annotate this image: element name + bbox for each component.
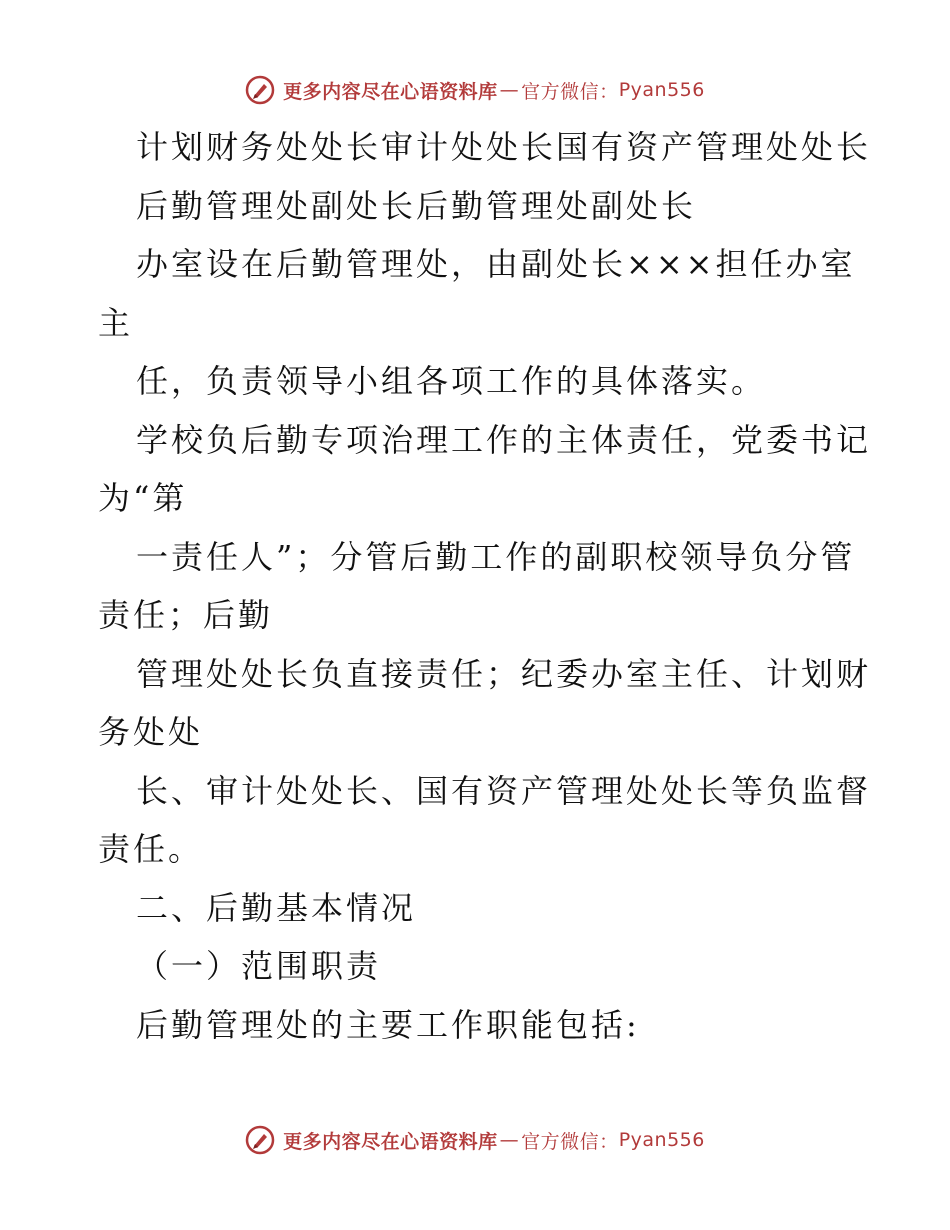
footer-watermark xyxy=(0,1120,950,1160)
text-line: 一责任人”；分管后勤工作的副职校领导负分管 xyxy=(136,537,856,576)
text-line: 后勤管理处副处长后勤管理处副处长 xyxy=(136,186,697,225)
watermark-official-label: 官方微信： xyxy=(521,1130,619,1153)
text-line: 后勤管理处的主要工作职能包括: xyxy=(136,1005,640,1044)
watermark-text: 更多内容尽在心语资料库 xyxy=(283,80,498,103)
watermark-official-label: 官方微信： xyxy=(521,80,619,103)
header-watermark xyxy=(0,70,950,110)
text-line: 责任；后勤 xyxy=(98,596,274,634)
text-line: 任，负责领导小组各项工作的具体落实。 xyxy=(136,362,767,400)
text-line: 学校负后勤专项治理工作的主体责任，党委书记 xyxy=(136,420,872,459)
text-line: 办室设在后勤管理处，由副处长×××担任办室 xyxy=(136,245,856,283)
pen-logo-icon xyxy=(245,75,275,105)
pen-logo-icon xyxy=(245,1125,275,1155)
text-line: （一）范围职责 xyxy=(136,947,382,985)
text-line: 为“第 xyxy=(98,479,188,517)
text-line: 责任。 xyxy=(98,830,204,868)
text-line: 二、后勤基本情况 xyxy=(136,888,417,927)
watermark-wechat-id: Pyan556 xyxy=(618,1129,705,1151)
watermark-separator: — xyxy=(499,1129,520,1151)
text-line: 计划财务处处长审计处处长国有资产管理处处长 xyxy=(136,128,872,166)
watermark-text: 更多内容尽在心语资料库 xyxy=(283,1130,498,1153)
text-line: 主 xyxy=(98,303,134,342)
document-body xyxy=(98,118,872,1054)
text-line: 务处处 xyxy=(98,713,204,751)
text-line: 长、审计处处长、国有资产管理处处长等负监督 xyxy=(136,771,872,810)
watermark-wechat-id: Pyan556 xyxy=(618,79,705,101)
watermark-separator: — xyxy=(499,79,520,101)
text-line: 管理处处长负直接责任；纪委办室主任、计划财 xyxy=(136,654,872,693)
